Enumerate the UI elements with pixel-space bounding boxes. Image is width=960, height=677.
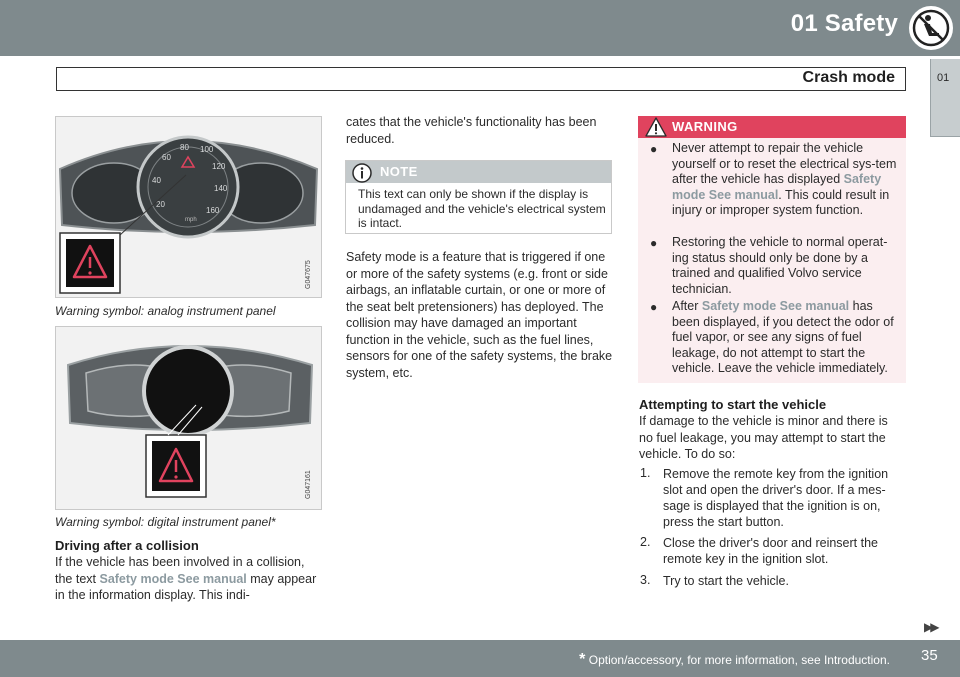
svg-text:80: 80: [180, 143, 189, 152]
svg-text:160: 160: [206, 206, 220, 215]
step-number: 1.: [640, 466, 651, 480]
page-number: 35: [921, 647, 938, 664]
note-box: [345, 160, 612, 234]
svg-text:mph: mph: [185, 217, 197, 223]
step-number: 2.: [640, 535, 651, 549]
figure-digital-panel: [55, 326, 322, 510]
info-icon: [350, 161, 374, 185]
bullet-icon: ●: [650, 236, 658, 250]
step-number: 3.: [640, 573, 651, 587]
highlight-safety-mode: Safety mode See manual: [672, 172, 882, 202]
warning-item-repair: Never attempt to repair the vehicle yourself or to reset the electrical sys-tem after the vehicle has displayed Safety mode See manual. This could result in injury or improper system function.: [672, 141, 897, 217]
svg-text:120: 120: [212, 162, 226, 171]
step-item: Remove the remote key from the ignition slot and open the driver's door. If a mes-sage is displayed that the ignition is on, press the start button.: [663, 467, 889, 529]
warning-item-restore: Restoring the vehicle to normal operat-ing status should only be done by a trained and qualified Volvo service technician.: [672, 235, 888, 296]
paragraph-attempting-start: If damage to the vehicle is minor and there is no fuel leakage, you may attempt to start the vehicle. To do so:: [639, 414, 888, 461]
heading-driving-after-collision: Driving after a collision: [55, 538, 199, 553]
bullet-icon: ●: [650, 142, 658, 156]
section-header: [56, 67, 906, 91]
note-text: This text can only be shown if the display is undamaged and the vehicle's electrical system is intact.: [358, 187, 606, 230]
side-tab-label: 01: [937, 72, 950, 84]
chapter-title: 01 Safety: [790, 10, 898, 37]
figure-analog-panel: [55, 116, 322, 298]
paragraph-driving-after-collision: If the vehicle has been involved in a collision, the text Safety mode See manual may appear in the information display. This indi-: [55, 555, 317, 602]
svg-text:20: 20: [156, 200, 165, 209]
warning-header: [638, 116, 906, 138]
step-item: Try to start the vehicle.: [663, 574, 789, 588]
figure-caption-analog: Warning symbol: analog instrument panel: [55, 304, 276, 318]
footnote: * Option/accessory, for more information, see Introduction.: [579, 651, 890, 668]
no-seat-icon: [908, 5, 954, 51]
note-header: [346, 161, 611, 183]
chapter-side-tab[interactable]: [930, 59, 960, 137]
svg-text:60: 60: [162, 153, 171, 162]
warning-item-fuel: After Safety mode See manual has been displayed, if you detect the odor of fuel vapor, or see any signs of fuel leakage, do not attempt to start the vehicle. Leave the vehicle immediately.: [672, 299, 894, 375]
warning-box: [638, 116, 906, 383]
svg-text:40: 40: [152, 176, 161, 185]
figure-code: G047675: [305, 260, 312, 289]
top-banner: [0, 0, 960, 56]
svg-text:100: 100: [200, 145, 214, 154]
paragraph-reduced-functionality: cates that the vehicle's functionality has been reduced.: [346, 115, 597, 146]
step-item: Close the driver's door and reinsert the remote key in the ignition slot.: [663, 536, 878, 566]
bullet-icon: ●: [650, 300, 658, 314]
heading-attempting-start: Attempting to start the vehicle: [639, 397, 827, 412]
highlight-safety-mode: Safety mode See manual: [701, 299, 850, 313]
footer-bar: [0, 640, 960, 677]
warning-triangle-icon: [644, 116, 668, 138]
next-page-arrows-icon[interactable]: ▶▶: [924, 620, 937, 634]
warning-label: WARNING: [672, 119, 738, 134]
highlight-safety-mode: Safety mode See manual: [99, 571, 247, 586]
note-label: NOTE: [380, 164, 418, 179]
svg-text:140: 140: [214, 184, 228, 193]
figure-caption-digital: Warning symbol: digital instrument panel*: [55, 515, 276, 529]
paragraph-safety-mode-feature: Safety mode is a feature that is triggered if one or more of the safety systems (e.g. front or side airbags, an inflatable curtain, or one or more of the seat belt pretensioners) has deployed. The collision may have damaged an important function in the vehicle, such as the fuel lines, sensors for one of the safety systems, the brake system, etc.: [346, 250, 613, 380]
figure-code: G047161: [305, 470, 312, 499]
section-title: Crash mode: [802, 69, 895, 86]
